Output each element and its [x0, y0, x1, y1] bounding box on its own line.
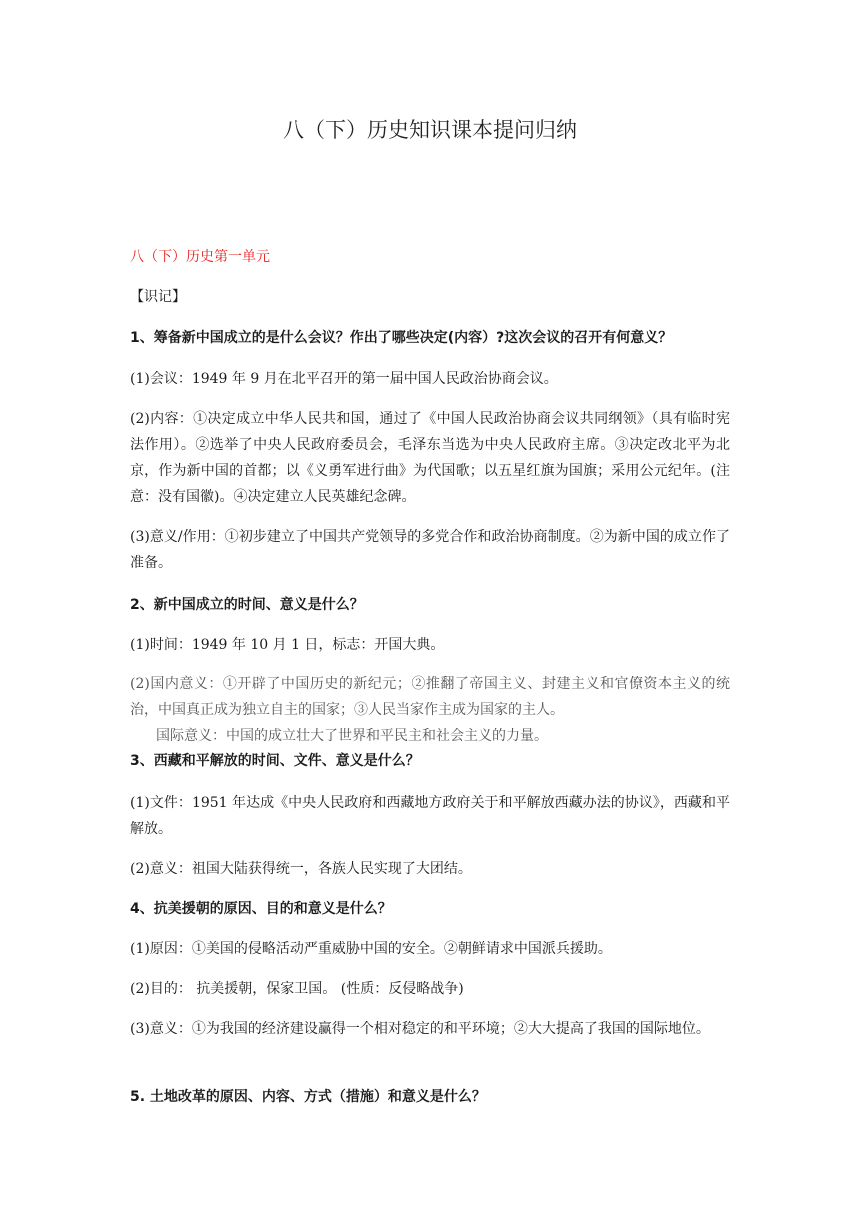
question-5: 5. 土地改革的原因、内容、方式（措施）和意义是什么？ — [130, 1089, 486, 1105]
answer-1-3: (3)意义/作用：①初步建立了中国共产党领导的多党合作和政治协商制度。②为新中国的成立作了准备。 — [130, 529, 730, 571]
answer-2-3: 国际意义：中国的成立壮大了世界和平民主和社会主义的力量。 — [156, 728, 548, 744]
answer-1-1: (1)会议：1949 年 9 月在北平召开的第一届中国人民政治协商会议。 — [130, 371, 558, 387]
question-2: 2、新中国成立的时间、意义是什么？ — [130, 597, 364, 613]
answer-3-2: (2)意义：祖国大陆获得统一，各族人民实现了大团结。 — [130, 861, 472, 877]
question-3: 3、西藏和平解放的时间、文件、意义是什么？ — [130, 753, 420, 769]
answer-4-1: (1)原因：①美国的侵略活动严重威胁中国的安全。②朝鲜请求中国派兵援助。 — [130, 941, 612, 957]
answer-2-2: (2)国内意义：①开辟了中国历史的新纪元；②推翻了帝国主义、封建主义和官僚资本主义的统治，中国真正成为独立自主的国家；③人民当家作主成为国家的主人。 — [130, 676, 730, 718]
unit-heading: 八（下）历史第一单元 — [130, 249, 270, 265]
question-4: 4、抗美援朝的原因、目的和意义是什么？ — [130, 901, 392, 917]
answer-4-3: (3)意义：①为我国的经济建设赢得一个相对稳定的和平环境；②大大提高了我国的国际地位。 — [130, 1021, 710, 1037]
question-1: 1、筹备新中国成立的是什么会议？作出了哪些决定(内容）?这次会议的召开有何意义？ — [130, 330, 673, 346]
document-title: 八（下）历史知识课本提问归纳 — [283, 118, 577, 142]
answer-1-2: (2)内容：①决定成立中华人民共和国，通过了《中国人民政治协商会议共同纲领》（具有临时宪法作用）。②选举了中央人民政府委员会，毛泽东当选为中央人民政府主席。③决定改北平为北京，作为新中国的首都；以《义勇军进行曲》为代国歌；以五星红旗为国旗；采用公元纪年。(注意：没有国徽)。④决定建立人民英雄纪念碑。 — [130, 411, 730, 505]
answer-3-1: (1)文件：1951 年达成《中央人民政府和西藏地方政府关于和平解放西藏办法的协议》，西藏和平解放。 — [130, 795, 730, 837]
section-label: 【识记】 — [130, 289, 186, 305]
answer-4-2: (2)目的： 抗美援朝，保家卫国。 (性质：反侵略战争) — [130, 981, 464, 997]
answer-2-1: (1)时间：1949 年 10 月 1 日，标志：开国大典。 — [130, 637, 445, 653]
